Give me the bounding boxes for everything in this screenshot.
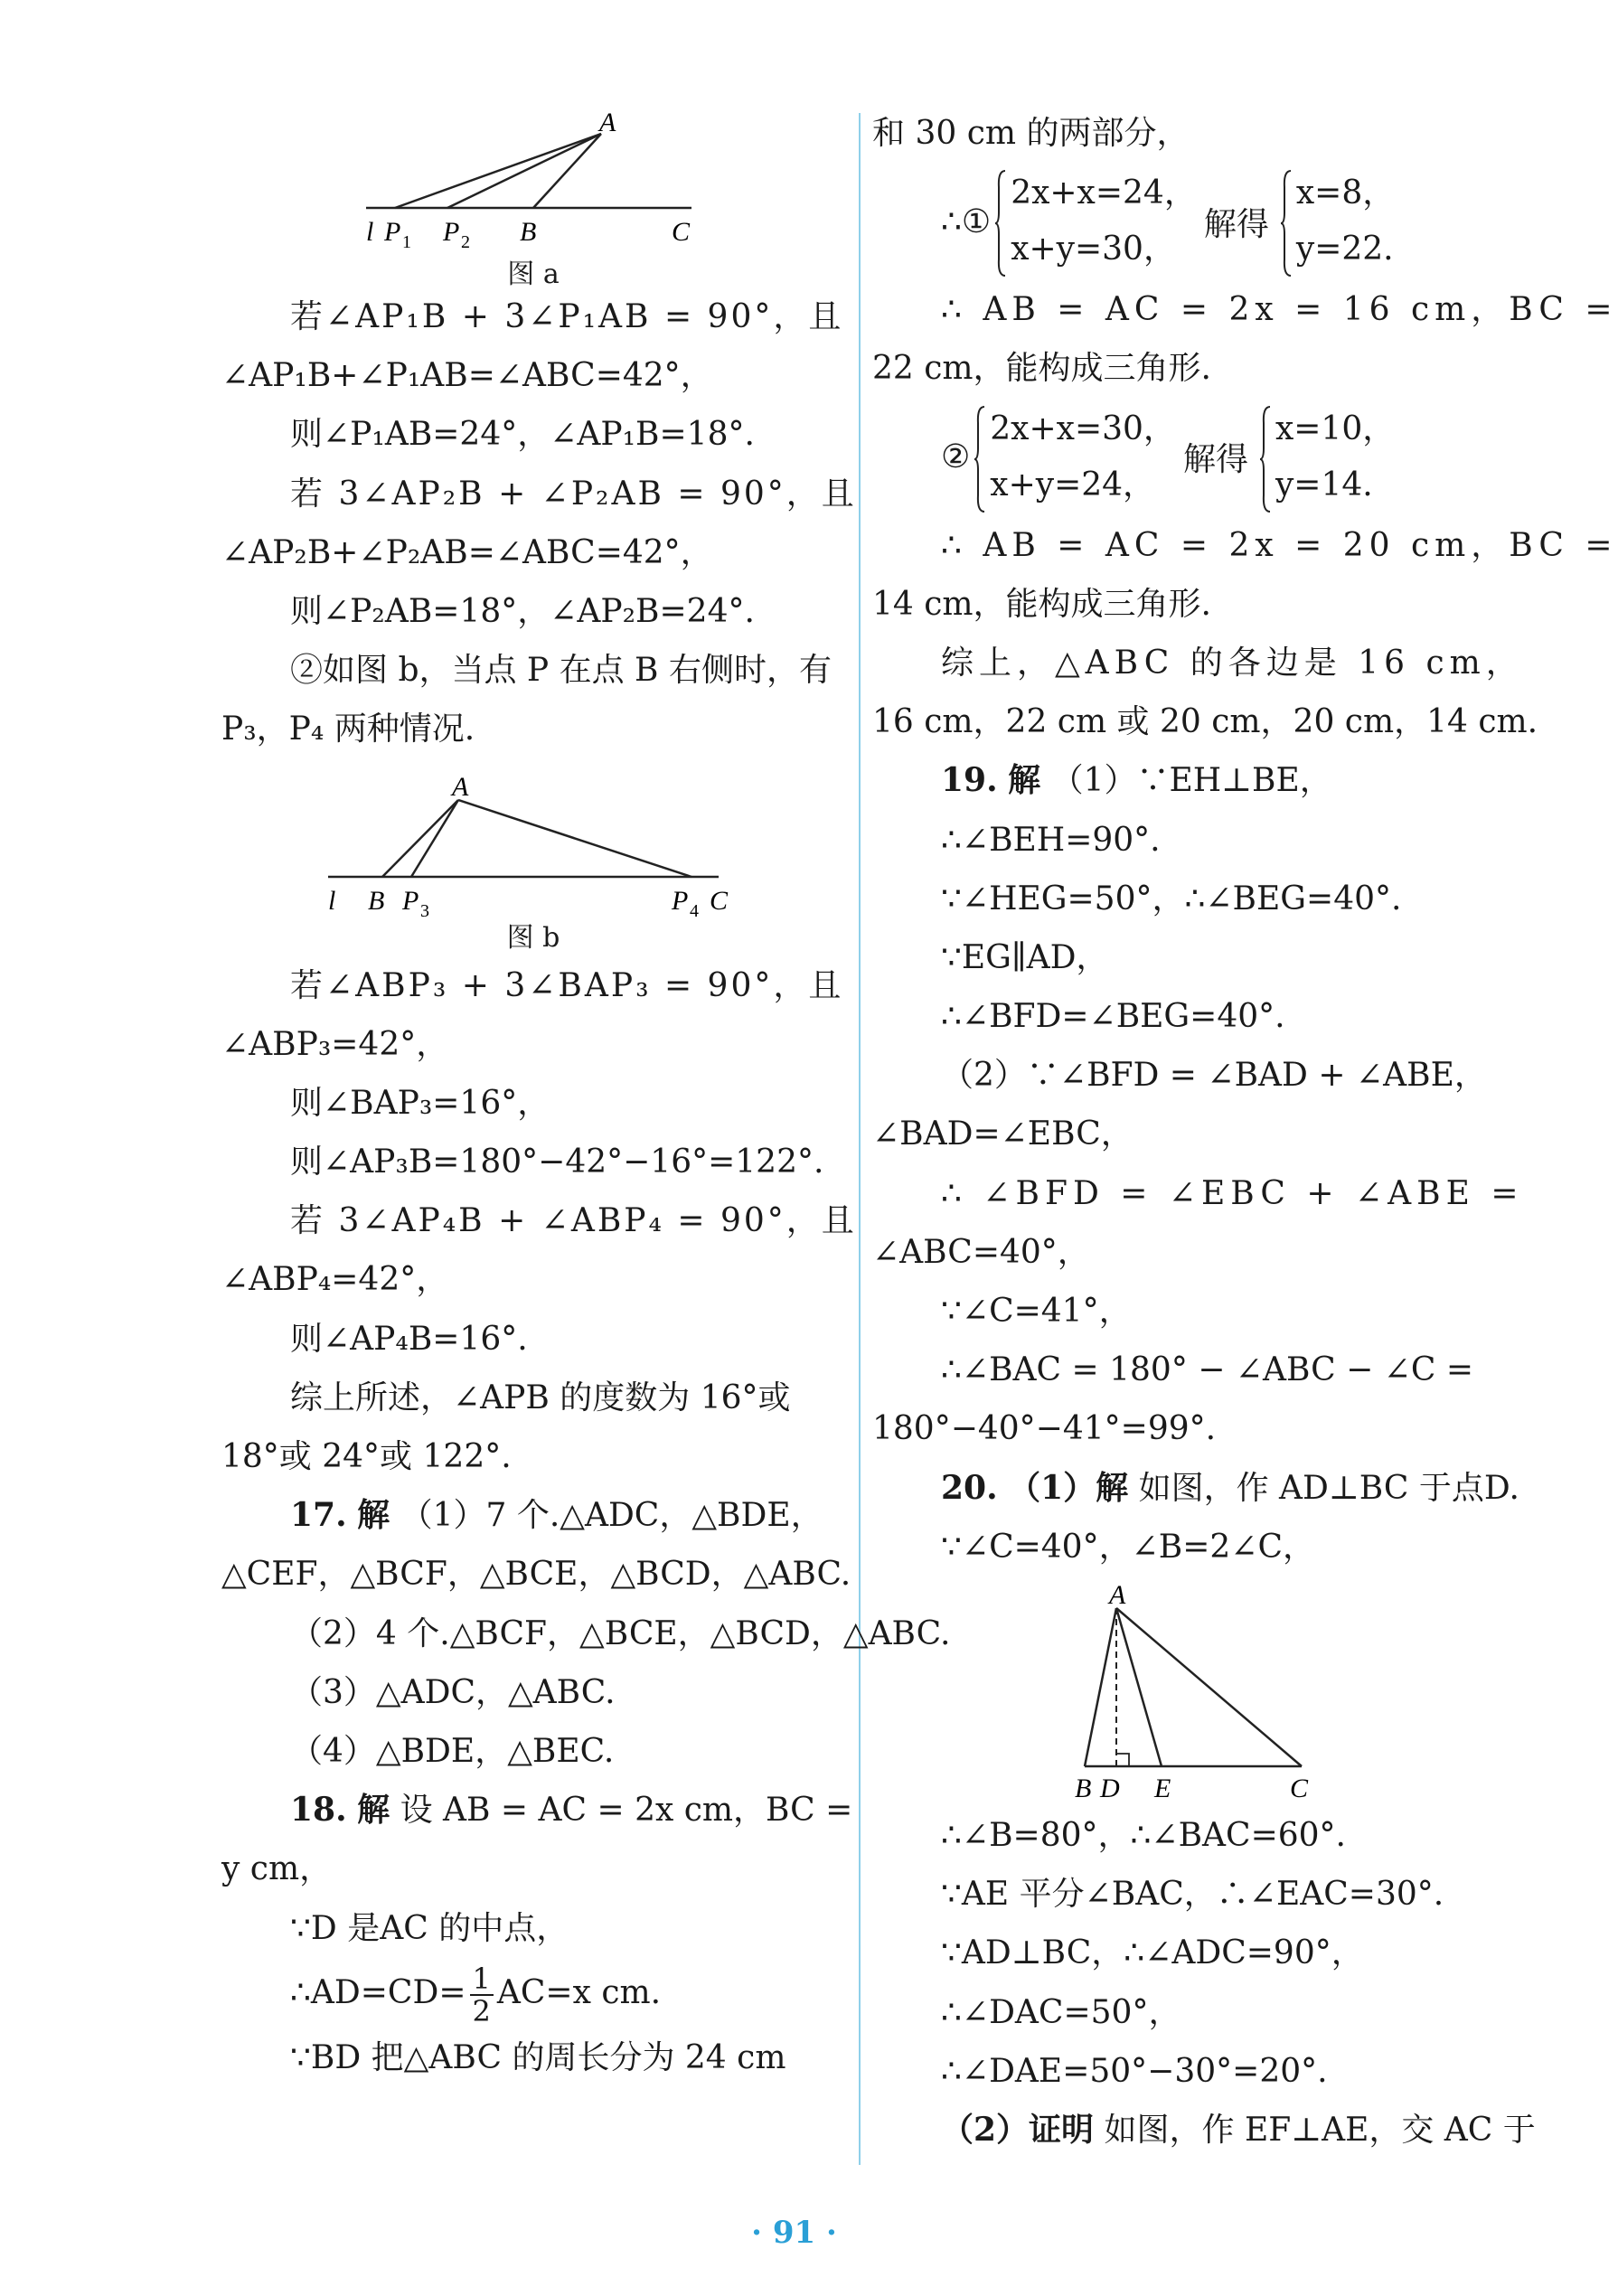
text-line: y cm，: [221, 1850, 333, 1888]
fraction-numerator: 1: [470, 1963, 494, 1996]
system-solution: [1259, 401, 1395, 513]
label-A: A: [452, 771, 469, 802]
text-line: ∴ ∠BFD = ∠EBC + ∠ABE =: [941, 1174, 1524, 1212]
text-line: [221, 1486, 845, 1545]
problem-number: 19.: [941, 761, 998, 800]
text-line: 则∠AP₄B=16°.: [290, 1320, 528, 1358]
label-C: C: [672, 217, 691, 247]
equation: x=8，: [1295, 174, 1396, 212]
text-span: （1）7 个.△ADC，△BDE，: [400, 1497, 823, 1535]
equation: 2x+x=30，: [990, 409, 1176, 447]
text-line: ∴∠B=80°，∴∠BAC=60°.: [941, 1816, 1346, 1854]
text-span: ∴AD=CD=: [290, 1973, 466, 2011]
text-line: 则∠AP₃B=180°−42°−16°=122°.: [290, 1143, 824, 1181]
solution-heading: （2）证明: [941, 2110, 1095, 2149]
text-line: ∠BAD=∠EBC，: [872, 1115, 1134, 1153]
equation: 2x+x=24，: [1011, 174, 1197, 212]
figure-a-diagram: [221, 107, 845, 251]
system-equations: [994, 165, 1197, 278]
label-D: D: [1100, 1773, 1120, 1803]
label-l: l: [328, 885, 336, 916]
brace-icon: [974, 405, 986, 513]
text-line: 则∠P₁AB=24°，∠AP₁B=18°.: [290, 416, 755, 454]
label-B: B: [1075, 1773, 1092, 1803]
figure-b-caption: 图 b: [506, 921, 560, 954]
text-line: 若 3∠AP₂B + ∠P₂AB = 90°，且: [290, 475, 857, 513]
text-line: [221, 1781, 853, 1840]
text-line: ∵AD⊥BC，∴∠ADC=90°，: [941, 1934, 1364, 1972]
equation: x=10，: [1275, 409, 1396, 447]
label-P4: P: [672, 885, 689, 916]
text-line: △CEF，△BCF，△BCE，△BCD，△ABC.: [221, 1556, 851, 1594]
text-line: 综上，△ABC 的各边是 16 cm，: [941, 644, 1524, 682]
text-line: ∴∠BFD=∠BEG=40°.: [941, 998, 1285, 1036]
text-line: ∠AP₂B+∠P₂AB=∠ABC=42°，: [221, 533, 713, 571]
text-line: ∴ AB = AC = 2x = 20 cm，BC =: [941, 526, 1618, 564]
text-line: ②如图 b，当点 P 在点 B 右侧时，有: [290, 652, 832, 690]
text-line: 综上所述，∠APB 的度数为 16°或: [290, 1379, 791, 1416]
text-line: 和 30 cm 的两部分，: [872, 115, 1190, 152]
text-span: 如图，作 AD⊥BC 于点D.: [1138, 1469, 1519, 1507]
text-line: 180°−40°−41°=99°.: [872, 1410, 1217, 1448]
figure-c-diagram: [872, 1576, 1505, 1806]
label-A: A: [599, 108, 616, 137]
figure-c: [872, 1576, 1505, 1806]
text-span: AC=x cm.: [496, 1973, 662, 2011]
text-line: （4）△BDE，△BEC.: [290, 1732, 615, 1770]
figure-a-caption: 图 a: [507, 259, 560, 290]
label-l: l: [366, 217, 374, 247]
text-line: ∵BD 把△ABC 的周长分为 24 cm: [290, 2038, 786, 2076]
text-line: 若 3∠AP₄B + ∠ABP₄ = 90°，且: [290, 1202, 857, 1240]
system-solution: [1280, 165, 1395, 278]
figure-b: [221, 759, 845, 956]
text-line: 则∠P₂AB=18°，∠AP₂B=24°.: [290, 592, 755, 630]
text-line: 18°或 24°或 122°.: [221, 1438, 512, 1475]
equation: y=22.: [1295, 231, 1394, 268]
text-line: ∴∠BEH=90°.: [941, 821, 1161, 859]
text-line: [872, 2101, 1536, 2160]
label-A: A: [1109, 1579, 1126, 1610]
text-line: ∵AE 平分∠BAC，∴∠EAC=30°.: [941, 1876, 1444, 1914]
label-P2-sub: 2: [461, 232, 470, 252]
label-P3: P: [402, 885, 419, 916]
text-line: 22 cm，能构成三角形.: [872, 350, 1211, 388]
figure-b-diagram: [221, 759, 845, 921]
label-P3-sub: 3: [420, 900, 429, 921]
brace-icon: [1280, 169, 1293, 278]
text-span: 解得: [1203, 205, 1269, 243]
text-span: 如图，作 EF⊥AE，交 AC 于: [1104, 2111, 1536, 2149]
label-B: B: [368, 885, 385, 916]
label-P2: P: [443, 217, 460, 247]
text-line: ∵∠C=40°，∠B=2∠C，: [941, 1528, 1315, 1566]
fraction-denominator: 2: [472, 1993, 491, 2028]
text-span: 解得: [1182, 441, 1248, 479]
text-line: ∴∠DAE=50°−30°=20°.: [941, 2052, 1328, 2090]
text-line: ∠ABP₄=42°，: [221, 1261, 449, 1299]
text-span: ②: [941, 438, 971, 476]
label-C: C: [710, 885, 729, 916]
text-span: 设 AB = AC = 2x cm，BC =: [400, 1792, 853, 1830]
label-E: E: [1154, 1773, 1171, 1803]
text-line: ∵D 是AC 的中点，: [290, 1909, 569, 1947]
solution-heading: 解: [357, 1791, 390, 1830]
problem-number: 20.: [941, 1468, 998, 1507]
system-equations: [974, 401, 1176, 513]
text-line: 若∠AP₁B + 3∠P₁AB = 90°，且: [290, 298, 844, 335]
equation: y=14.: [1275, 466, 1373, 503]
page-number: · 91 ·: [751, 2215, 837, 2251]
text-line: 16 cm，22 cm 或 20 cm，20 cm，14 cm.: [872, 703, 1538, 741]
label-C: C: [1290, 1773, 1309, 1803]
text-line: P₃，P₄ 两种情况.: [221, 710, 475, 748]
problem-number: 17.: [290, 1496, 347, 1535]
text-line: [221, 1958, 845, 2028]
text-span: ∴①: [941, 202, 992, 240]
right-column: [872, 104, 1618, 2160]
text-line: （2）4 个.△BCF，△BCE，△BCD，△ABC.: [290, 1614, 951, 1652]
text-line: 14 cm，能构成三角形.: [872, 585, 1211, 623]
left-column: [221, 107, 951, 2087]
brace-icon: [1259, 405, 1272, 513]
text-line: （3）△ADC，△ABC.: [290, 1673, 616, 1711]
figure-a: [221, 107, 845, 290]
text-line: [872, 1459, 1519, 1518]
solution-heading: 解: [357, 1496, 390, 1535]
text-line: ∠AP₁B+∠P₁AB=∠ABC=42°，: [221, 357, 713, 395]
text-line: ∵EG∥AD，: [941, 938, 1109, 976]
label-B: B: [520, 217, 537, 247]
text-span: （1）∵EH⊥BE，: [1050, 762, 1332, 800]
brace-icon: [994, 169, 1007, 278]
text-line: ∴∠DAC=50°，: [941, 1993, 1181, 2031]
fraction: [470, 1963, 494, 2027]
problem-number: 18.: [290, 1791, 347, 1830]
text-line: ∠ABC=40°，: [872, 1233, 1090, 1271]
text-line: ∵∠C=41°，: [941, 1293, 1132, 1330]
solution-heading: （1）解: [1008, 1468, 1129, 1507]
text-line: 则∠BAP₃=16°，: [290, 1084, 550, 1122]
equation: x+y=24，: [990, 466, 1156, 503]
label-P1-sub: 1: [402, 232, 411, 252]
text-line: ∠ABP₃=42°，: [221, 1025, 449, 1063]
equation-system-2: [872, 399, 1505, 516]
equation: x+y=30，: [1011, 231, 1176, 268]
label-P4-sub: 4: [690, 900, 699, 921]
text-line: ∵∠HEG=50°，∴∠BEG=40°.: [941, 880, 1402, 917]
solution-heading: 解: [1008, 761, 1041, 800]
label-P1: P: [384, 217, 401, 247]
text-line: ∴ AB = AC = 2x = 16 cm，BC =: [941, 291, 1618, 329]
text-line: 若∠ABP₃ + 3∠BAP₃ = 90°，且: [290, 966, 844, 1004]
text-line: [872, 751, 1505, 810]
equation-system-1: [872, 163, 1505, 280]
column-divider: [859, 113, 861, 2165]
text-line: ∴∠BAC = 180° − ∠ABC − ∠C =: [941, 1351, 1474, 1389]
text-line: （2）∵∠BFD = ∠BAD + ∠ABE，: [941, 1057, 1487, 1095]
